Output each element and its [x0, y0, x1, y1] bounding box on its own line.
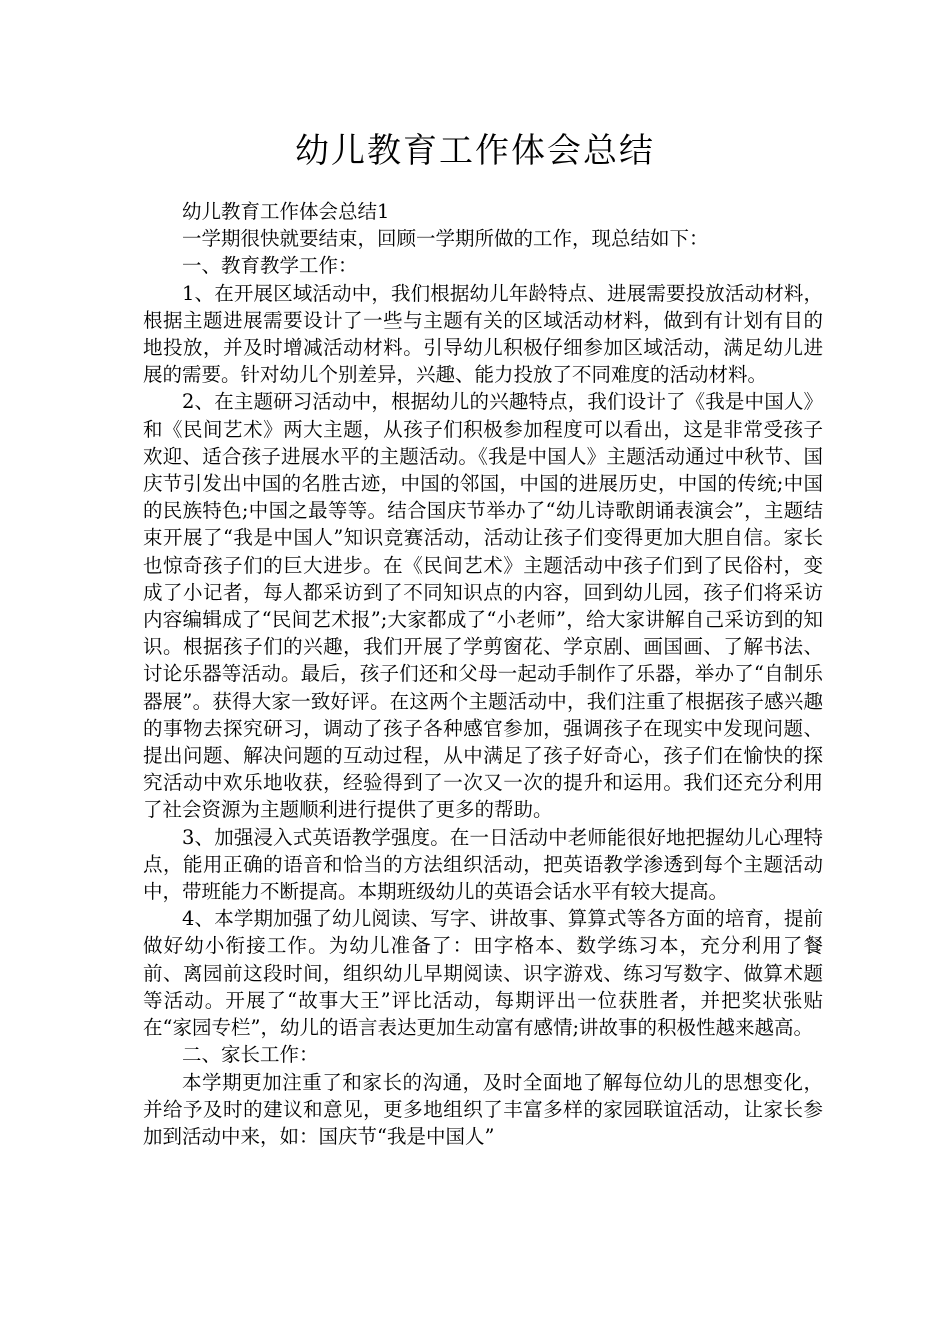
paragraph-intro: 一学期很快就要结束，回顾一学期所做的工作，现总结如下： [182, 227, 709, 251]
paragraph-item-2: 2、在主题研习活动中，根据幼儿的兴趣特点，我们设计了《我是中国人》和《民间艺术》两大主题，从孩子们积极参加程度可以看出，这是非常受孩子欢迎、适合孩子进展水平的主题活动。《我是中国人》主题活动通过中秋节、国庆节引发出中国的名胜古迹，中国的邻国，中国的进展历史，中国的传统;中国的民族特色;中国之最等等。结合国庆节举办了“幼儿诗歌朗诵表演会”，主题结束开展了“我是中国人”知识竞赛活动，活动让孩子们变得更加大胆自信。家长也惊奇孩子们的巨大进步。在《民间艺术》主题活动中孩子们到了民俗村，变成了小记者，每人都采访到了不同知识点的内容，回到幼儿园，孩子们将采访内容编辑成了“民间艺术报”;大家都成了“小老师”，给大家讲解自己采访到的知识。根据孩子们的兴趣，我们开展了学剪窗花、学京剧、画国画、了解书法、讨论乐器等活动。最后，孩子们还和父母一起动手制作了乐器，举办了“自制乐器展”。获得大家一致好评。在这两个主题活动中，我们注重了根据孩子感兴趣的事物去探究研习，调动了孩子各种感官参加，强调孩子在现实中发现问题、提出问题、解决问题的互动过程，从中满足了孩子好奇心，孩子们在愉快的探究活动中欢乐地收获，经验得到了一次又一次的提升和运用。我们还充分利用了社会资源为主题顺利进行提供了更多的帮助。 [143, 390, 823, 822]
section-heading-parents: 二、家长工作： [182, 1043, 319, 1067]
paragraph-item-1: 1、在开展区域活动中，我们根据幼儿年龄特点、进展需要投放活动材料，根据主题进展需要设计了一些与主题有关的区域活动材料，做到有计划有目的地投放，并及时增减活动材料。引导幼儿积极仔细参加区域活动，满足幼儿进展的需要。针对幼儿个别差异，兴趣、能力投放了不同难度的活动材料。 [143, 281, 823, 387]
section-heading-teaching: 一、教育教学工作： [182, 254, 358, 278]
paragraph-item-4: 4、本学期加强了幼儿阅读、写字、讲故事、算算式等各方面的培育，提前做好幼小衔接工作。为幼儿准备了：田字格本、数学练习本，充分利用了餐前、离园前这段时间，组织幼儿早期阅读、识字游戏、练习写数字、做算术题等活动。开展了“故事大王”评比活动，每期评出一位获胜者，并把奖状张贴在“家园专栏”，幼儿的语言表达更加生动富有感情;讲故事的积极性越来越高。 [143, 907, 823, 1040]
document-title: 幼儿教育工作体会总结 [295, 131, 655, 171]
paragraph-subtitle: 幼儿教育工作体会总结1 [182, 200, 390, 223]
paragraph-parents: 本学期更加注重了和家长的沟通，及时全面地了解每位幼儿的思想变化，并给予及时的建议和意见，更多地组织了丰富多样的家园联谊活动，让家长参加到活动中来，如：国庆节“我是中国人” [143, 1070, 823, 1148]
paragraph-item-3: 3、加强浸入式英语教学强度。在一日活动中老师能很好地把握幼儿心理特点，能用正确的语音和恰当的方法组织活动，把英语教学渗透到每个主题活动中，带班能力不断提高。本期班级幼儿的英语会话水平有较大提高。 [143, 825, 823, 904]
document-body [143, 198, 823, 1150]
